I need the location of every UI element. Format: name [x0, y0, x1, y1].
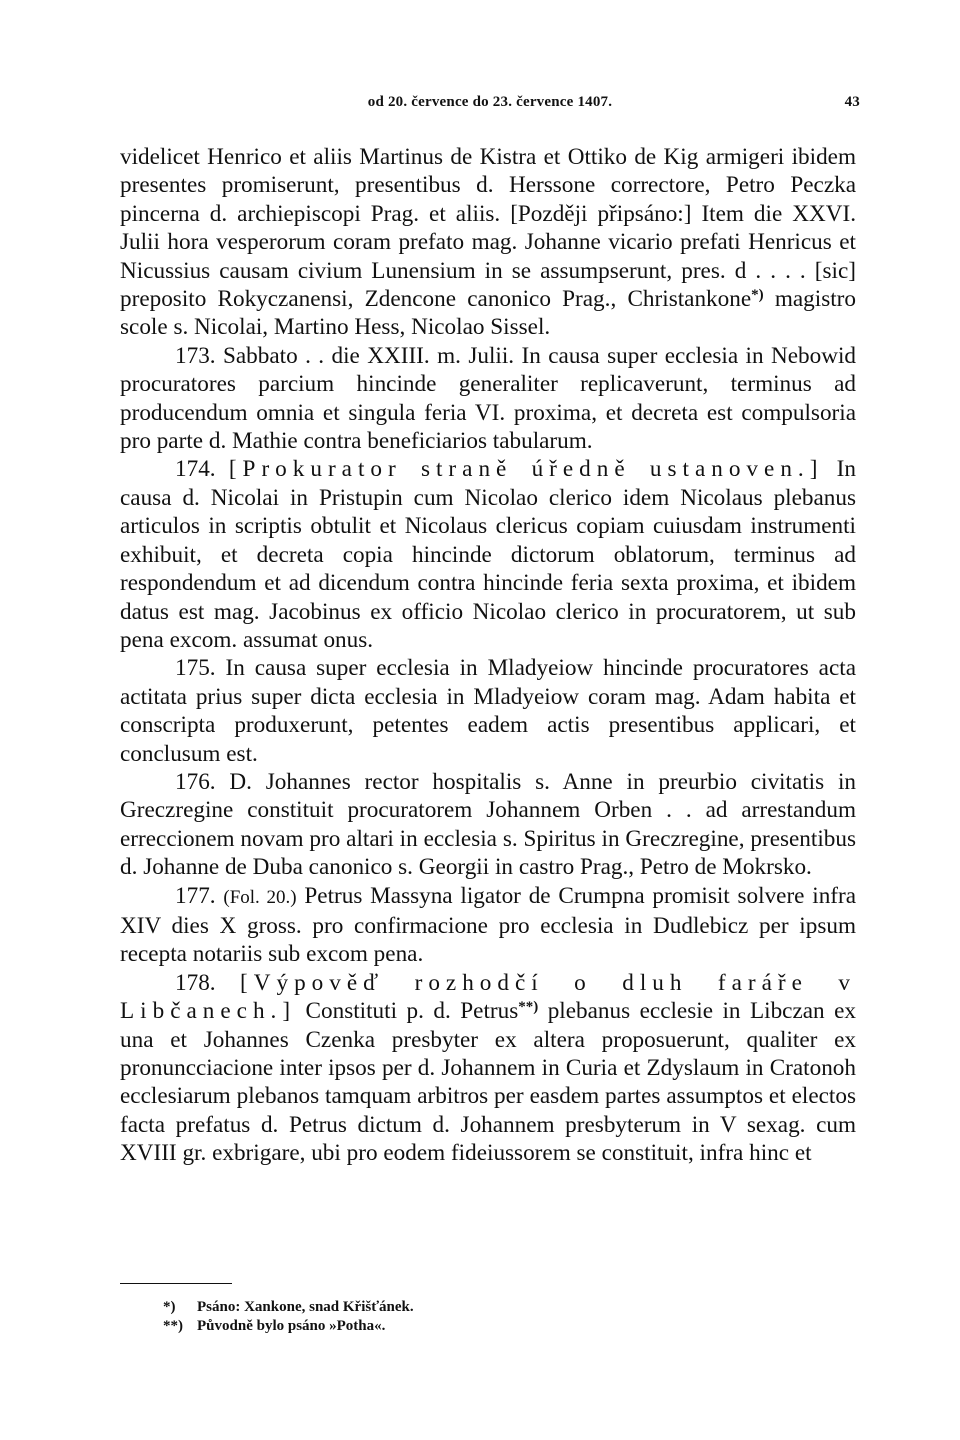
running-head-title: od 20. července do 23. července 1407. [367, 94, 613, 110]
entry-text: plebanus ecclesie in Libczan ex una et Johannes Czenka presbyter ex altera proposuerunt, qualiter ex pronuncciacione inter ipsos per d. Johannem in Curia et Zdyslaum in Cratonoh ecclesiarum plebanos tamquam arbitros per easdem partes assumptos et electos facta prefatus d. Petrus dictum d. Johannem presbyterum in V sexag. cum XVIII gr. exbrigare, ubi pro eodem fideiussorem se constituit, infra hinc et [120, 998, 857, 1167]
footnote-reference: **) [518, 999, 539, 1016]
paragraph-text: videlicet Henrico et aliis Martinus de Kistra et Ottiko de Kig armigeri ibidem presentes promiserunt, presentibus d. Herssone correctore, Petro Peczka pincerna d. archiepiscopi Prag. et aliis. [Později připsáno:] Item die XXVI. Julii hora vesperorum coram prefato mag. Johanne vicario prefati Henricus et Nicussius causam civium Lunensium in se assumpserunt, pres. d . . . . [sic] preposito Rokyczanensi, Zdencone canonico Prag., Christankone [120, 144, 856, 313]
body-text [120, 143, 856, 1168]
footnote-mark: *) [163, 1299, 176, 1315]
entry-text: 175. In causa super ecclesia in Mladyeiow hincinde procuratores acta actitata prius super dicta ecclesia in Mladyeiow coram mag. Adam habita et conscripta produxerunt, petentes eadem actis presentibus applicari, et conclusum est. [120, 655, 856, 767]
footnote [163, 1317, 783, 1336]
entry-text: 176. D. Johannes rector hospitalis s. Anne in preurbio civitatis in Greczregine constituit procuratorem Johannem Orben . . ad arrestandum erreccionem novam pro altari in ecclesia s. Spiritus in Greczregine, presentibus d. Johanne de Duba canonico s. Georgii in castro Prag., Petro de Mokrsko. [120, 768, 856, 881]
entry-175 [120, 654, 856, 768]
footnote [163, 1298, 783, 1317]
footnotes [163, 1298, 783, 1336]
footnote-mark: **) [163, 1318, 183, 1334]
folio-reference: (Fol. 20.) [223, 886, 297, 908]
footnote-text: Původně bylo psáno »Potha«. [197, 1318, 386, 1334]
paragraph-continuation [120, 143, 856, 342]
entry-text: 173. Sabbato . . die XXIII. m. Julii. In causa super ecclesia in Nebowid procuratores parcium hincinde generaliter replicaverunt, terminus ad producendum omnia et singula feria VI. proxima, et decreta est compulsoria pro parte d. Mathie contra beneficiarios tabularum. [120, 342, 856, 455]
footnote-text: Psáno: Xankone, snad Křišťánek. [197, 1299, 414, 1315]
entry-176 [120, 768, 856, 882]
entry-text: Constituti p. d. Petrus [296, 998, 519, 1025]
entry-number: 177. [175, 882, 224, 909]
entry-text: In causa d. Nicolai in Pristupin cum Nicolao clerico idem Nicolaus plebanus articulos in scriptis obtulit et Nicolaus clericus copiam cuiusdam instrumenti exhibuit, et decreta copia hincinde dictorum oblatorum, terminus ad respondendum et ad dicendum contra hincinde feria sexta proxima, et ibidem datus est mag. Jacobinus ex officio Nicolao clerico in procuratorem, ut sub pena excom. assumat onus. [120, 456, 856, 653]
entry-heading: [Výpověď rozhodčí o dluh faráře v Libčanech.] [120, 969, 856, 1025]
entry-number: 178. [175, 969, 241, 996]
entry-heading: [Prokurator straně úředně ustanoven.] [228, 456, 824, 483]
entry-number: 174. [175, 456, 229, 483]
paragraph-text: magistro scole s. Nicolai, Martino Hess, Nicolao Sissel. [120, 286, 856, 341]
page-number: 43 [844, 94, 860, 110]
entry-173 [120, 342, 856, 456]
entry-178 [120, 969, 856, 1168]
footnote-reference: *) [751, 287, 764, 304]
entry-text: Petrus Massyna ligator de Crumpna promisit solvere infra XIV dies X gross. pro confirmacione pro ecclesia in Dudlebicz per ipsum recepta notariis sub excom pena. [120, 882, 857, 968]
entry-174 [120, 455, 856, 654]
footnote-rule [120, 1283, 232, 1284]
entry-177 [120, 882, 856, 969]
running-head [120, 90, 860, 116]
